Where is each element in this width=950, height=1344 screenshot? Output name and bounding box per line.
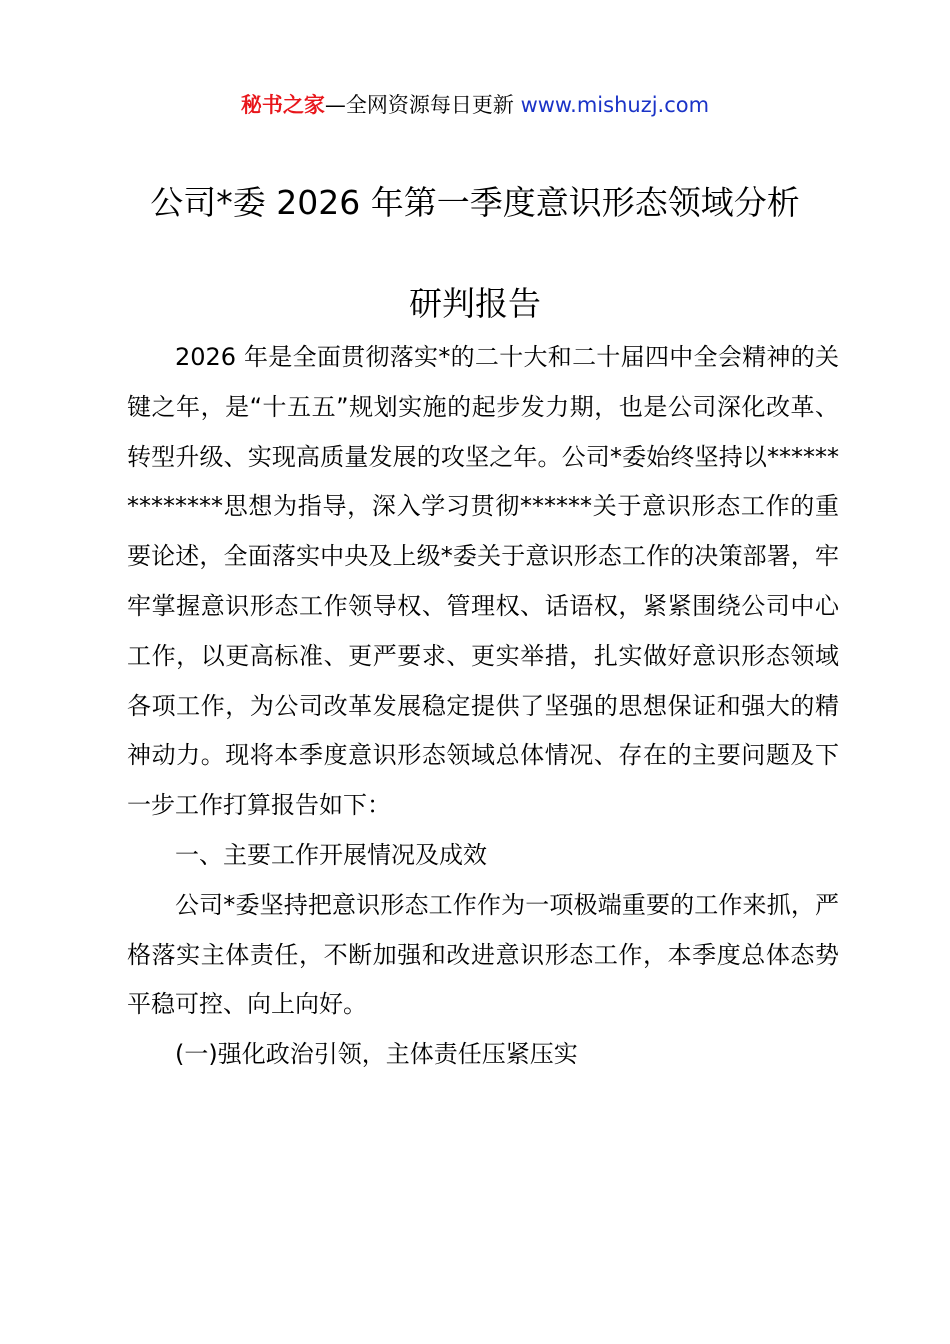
title-line-1: 公司*委 2026 年第一季度意识形态领域分析: [150, 183, 800, 222]
title-line-2: 研判报告: [409, 284, 541, 323]
section-heading-1: 一、主要工作开展情况及成效: [175, 840, 487, 869]
site-url-link[interactable]: www.mishuzj.com: [520, 93, 710, 117]
subsection-heading-1: (一)强化政治引领，主体责任压紧压实: [175, 1040, 578, 1069]
document-body: [127, 333, 839, 1080]
site-slogan: —全网资源每日更新: [324, 93, 514, 117]
section-1-paragraph: 公司*委坚持把意识形态工作作为一项极端重要的工作来抓，严格落实主体责任，不断加强和改进意识形态工作，本季度总体态势平稳可控、向上向好。: [127, 890, 839, 1019]
site-header: [0, 88, 950, 122]
intro-paragraph: 2026 年是全面贯彻落实*的二十大和二十届四中全会精神的关键之年，是“十五五”规划实施的起步发力期，也是公司深化改革、转型升级、实现高质量发展的攻坚之年。公司*委始终坚持以**************思想为指导，深入学习贯彻******关于意识形态工作的重要论述，全面落实中央及上级*委关于意识形态工作的决策部署，牢牢掌握意识形态工作领导权、管理权、话语权，紧紧围绕公司中心工作，以更高标准、更严要求、更实举措，扎实做好意识形态领域各项工作，为公司改革发展稳定提供了坚强的思想保证和强大的精神动力。现将本季度意识形态领域总体情况、存在的主要问题及下一步工作打算报告如下：: [127, 343, 839, 820]
document-title: [120, 178, 830, 329]
site-name: 秘书之家: [240, 93, 325, 117]
